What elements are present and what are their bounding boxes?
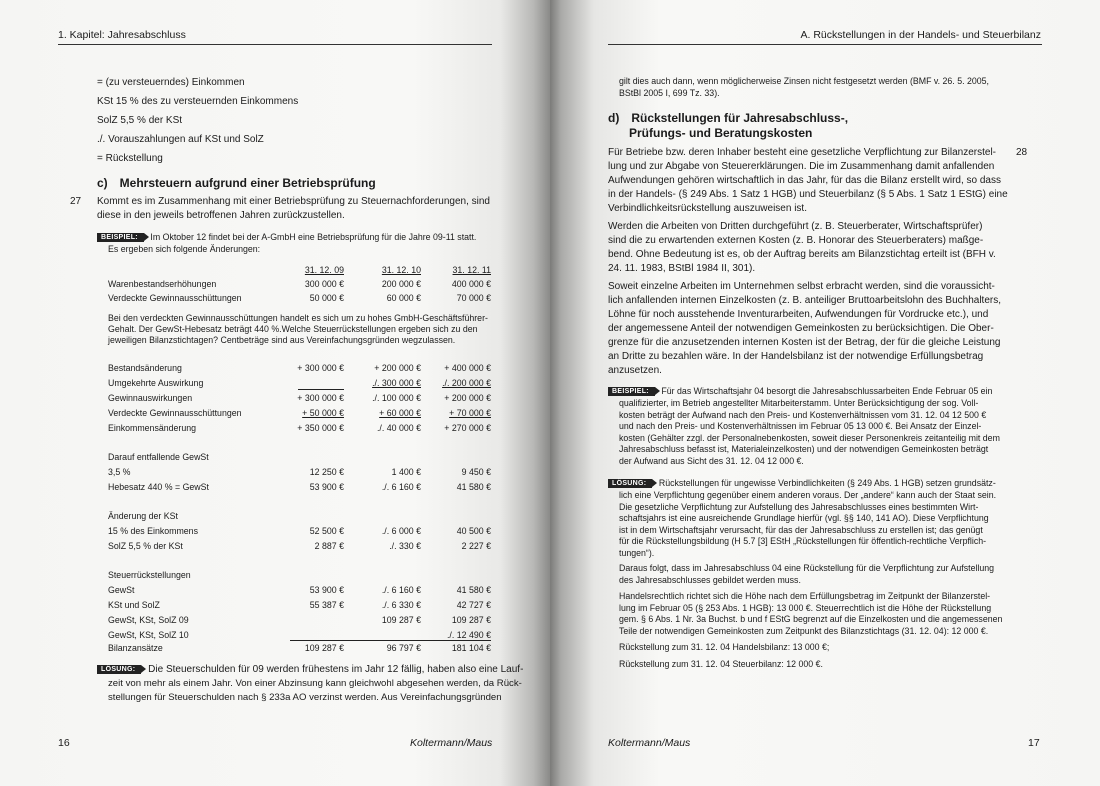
table-cell: + 200 000 € bbox=[374, 363, 421, 373]
example-text-line: Bei den verdeckten Gewinnausschüttungen handelt es sich um zu hohes GmbH-Geschäftsführer- bbox=[108, 313, 488, 323]
table-cell: ./. 200 000 € bbox=[442, 378, 491, 388]
table-cell: + 400 000 € bbox=[444, 363, 491, 373]
table-row-label: GewSt bbox=[108, 585, 135, 595]
result-line: Rückstellung zum 31. 12. 04 Steuerbilanz: 12 000 €. bbox=[619, 659, 823, 669]
section-heading-c: c) Mehrsteuern aufgrund einer Betriebsprüfung bbox=[97, 176, 376, 190]
table-cell: 42 727 € bbox=[456, 600, 491, 610]
solution-line: Teile der notwendigen Gemeinkosten zum Zeitpunkt des Bilanzstichtags (31. 12. 04): 12 000 €. bbox=[619, 625, 989, 636]
table-cell: + 270 000 € bbox=[444, 423, 491, 433]
table-row-label: 15 % des Einkommens bbox=[108, 526, 198, 536]
paragraph-line: grenze für die anzusetzenden internen Kosten ist der Betrag, der für die gleiche Leistung bbox=[608, 337, 1001, 348]
table-row-label: Bestandsänderung bbox=[108, 363, 182, 373]
solution-line: des Jahresabschlusses gebildet werden muss. bbox=[619, 574, 801, 585]
example-block bbox=[608, 386, 992, 398]
solution-badge: LÖSUNG: bbox=[608, 479, 652, 488]
paragraph-line: Für Betriebe bzw. deren Inhaber besteht eine gesetzliche Verpflichtung zur Bilanzerstel- bbox=[608, 147, 996, 158]
solution-line: schaftsjahrs ist eine ausreichende Grundlage hierfür (vgl. §§ 140, 141 AO). Diese Verpflichtung bbox=[619, 513, 989, 523]
example-line: Es ergeben sich folgende Änderungen: bbox=[108, 244, 261, 254]
table-cell: ./. 6 330 € bbox=[381, 600, 421, 610]
paragraph-line: Kommt es im Zusammenhang mit einer Betriebsprüfung zu Steuernachforderungen, sind bbox=[97, 196, 490, 207]
table-row-label: KSt und SolZ bbox=[108, 600, 160, 610]
example-line: kosten beträgt der Aufwand nach den Preis- und Kostenverhältnissen vom 31. 12. 04 12 500 € bbox=[619, 409, 987, 420]
table-cell: + 300 000 € bbox=[297, 393, 344, 403]
table-row-label: Warenbestandserhöhungen bbox=[108, 279, 217, 289]
table-cell: ./. 12 490 € bbox=[446, 630, 491, 640]
table-cell: 53 900 € bbox=[309, 482, 344, 492]
footer-authors-left: Koltermann/Maus bbox=[410, 737, 493, 749]
right-running-header: A. Rückstellungen in der Handels- und Steuerbilanz bbox=[800, 29, 1041, 41]
table-cell: 96 797 € bbox=[386, 643, 421, 653]
table-header: 31. 12. 09 bbox=[304, 265, 344, 275]
table-row-label: Änderung der KSt bbox=[108, 511, 178, 521]
table-cell: + 50 000 € bbox=[302, 408, 344, 418]
paragraph-line: der angemessene Anteil der notwendigen Gemeinkosten zu berücksichtigen. Die Ober- bbox=[608, 323, 994, 334]
table-row-label: Bilanzansätze bbox=[108, 643, 163, 653]
paragraph-line: Soweit einzelne Arbeiten im Unternehmen selbst erbracht werden, sind die voraussicht- bbox=[608, 281, 995, 292]
margin-number: 28 bbox=[1016, 147, 1028, 158]
example-badge: BEISPIEL: bbox=[97, 233, 144, 242]
paragraph-line: lung und zur Abgabe von Steuererklärungen. Die im Zusammenhang damit anfallenden bbox=[608, 161, 995, 172]
table-cell: 52 500 € bbox=[309, 526, 344, 536]
paragraph-line: Löhne für noch ausstehende Inventurarbeiten, Aufwendungen für Vordrucke etc.), und bbox=[608, 309, 989, 320]
intro-line: KSt 15 % des zu versteuernden Einkommens bbox=[97, 96, 299, 107]
table-cell: 12 250 € bbox=[309, 467, 344, 477]
table-header: 31. 12. 10 bbox=[381, 265, 421, 275]
table-cell: ./. 330 € bbox=[389, 541, 421, 551]
table-cell: 400 000 € bbox=[451, 279, 491, 289]
table-cell: + 60 000 € bbox=[379, 408, 421, 418]
table-cell: 55 387 € bbox=[309, 600, 344, 610]
table-cell: ./. 300 000 € bbox=[372, 378, 421, 388]
example-badge: BEISPIEL: bbox=[608, 387, 655, 396]
table-cell: ./. 6 160 € bbox=[381, 585, 421, 595]
table-row-label: Verdeckte Gewinnausschüttungen bbox=[108, 293, 242, 303]
section-heading-d: d) Rückstellungen für Jahresabschluss-, bbox=[608, 111, 849, 125]
example-line: Im Oktober 12 findet bei der A-GmbH eine Betriebsprüfung für die Jahre 09-11 statt. bbox=[150, 232, 477, 242]
solution-line: ist in dem Wirtschaftsjahr verursacht, für das der Jahresabschluss zu erstellen ist; das genügt bbox=[619, 524, 983, 535]
table-cell: 60 000 € bbox=[386, 293, 421, 303]
section-heading-d-line2: Prüfungs- und Beratungskosten bbox=[629, 126, 813, 140]
table-cell: 53 900 € bbox=[309, 585, 344, 595]
table-row-label: Verdeckte Gewinnausschüttungen bbox=[108, 408, 242, 418]
page-number-left: 16 bbox=[58, 737, 70, 749]
table-row-label: GewSt, KSt, SolZ 09 bbox=[108, 615, 189, 625]
table-row-label: Hebesatz 440 % = GewSt bbox=[108, 482, 209, 492]
solution-line: für die Rückstellungsbildung (H 5.7 [3] EStH „Rückstellungen für öffentlich-rechtliche Verpflich- bbox=[619, 536, 987, 546]
table-cell: ./. 6 000 € bbox=[381, 526, 421, 536]
intro-line: SolZ 5,5 % der KSt bbox=[97, 115, 183, 126]
table-cell: ./. 100 000 € bbox=[372, 393, 421, 403]
right-header-rule bbox=[608, 44, 1042, 45]
solution-line: zeit von mehr als einem Jahr. Von einer Abzinsung kann gleichwohl abgesehen werden, da Rück- bbox=[108, 678, 522, 689]
blank-underline bbox=[298, 389, 344, 390]
paragraph-line: an Dritte zu bezahlen wäre. In der Handelsbilanz ist der notwendige Erfüllungsbetrag bbox=[608, 351, 984, 362]
example-block bbox=[97, 232, 476, 244]
paragraph-line: Aufwendungen gehören wirtschaftlich in das Jahr, für das die Bilanz erstellt wird, so dass bbox=[608, 175, 1001, 186]
footer-authors-right: Koltermann/Maus bbox=[608, 737, 691, 749]
table-cell: 109 287 € bbox=[381, 615, 421, 625]
table-cell: 1 400 € bbox=[391, 467, 421, 477]
solution-block bbox=[97, 663, 523, 677]
text-line: BStBl 2005 I, 699 Tz. 33). bbox=[619, 88, 720, 98]
solution-line: Rückstellungen für ungewisse Verbindlichkeiten (§ 249 Abs. 1 HGB) setzen grundsätz- bbox=[658, 478, 996, 488]
page-number-right: 17 bbox=[1028, 737, 1040, 749]
table-cell: + 200 000 € bbox=[444, 393, 491, 403]
table-row-label: Einkommensänderung bbox=[108, 423, 197, 433]
example-line: kosten (Gehälter zzgl. der Personalnebenkosten, soweit dieser Personenkreis zeitanteilig mit dem bbox=[619, 432, 1000, 443]
sum-rule bbox=[290, 640, 491, 641]
intro-line: = Rückstellung bbox=[97, 153, 163, 164]
example-text-line: jeweiligen Bilanzstichtagen? Centbeträge sind aus Vereinfachungsgründen wegzulassen. bbox=[108, 335, 456, 345]
paragraph-line: anzusetzen. bbox=[608, 365, 662, 376]
paragraph-line: lich anfallenden internen Einzelkosten (z. B. anteiliger Bruttoarbeitslohn des Buchhalters, bbox=[608, 295, 1002, 306]
solution-line: tungen“). bbox=[619, 547, 655, 558]
table-cell: 300 000 € bbox=[304, 279, 344, 289]
solution-line: Daraus folgt, dass im Jahresabschluss 04 eine Rückstellung für die Verpflichtung zur Aufstellung bbox=[619, 563, 995, 573]
table-cell: 2 227 € bbox=[461, 541, 491, 551]
table-row-label: Darauf entfallende GewSt bbox=[108, 452, 209, 462]
table-cell: + 300 000 € bbox=[297, 363, 344, 373]
table-cell: 109 287 € bbox=[304, 643, 344, 653]
left-running-header: 1. Kapitel: Jahresabschluss bbox=[58, 29, 186, 41]
solution-line: stellungen für Steuerschulden nach § 233a AO verzinst werden. Aus Vereinfachungsgründen bbox=[108, 692, 502, 703]
example-line: Jahresabschluss befasst ist, Materialeinzelkosten) und der notwendigen Gemeinkosten beträgt bbox=[619, 444, 989, 454]
paragraph-line: bend. Ohne Bedeutung ist es, ob der Auftrag bereits am Bilanzstichtag erteilt ist (BFH v. bbox=[608, 249, 996, 260]
text-line: gilt dies auch dann, wenn möglicherweise Zinsen nicht festgesetzt werden (BMF v. 26. 5. 2005, bbox=[619, 76, 989, 86]
example-line: Für das Wirtschaftsjahr 04 besorgt die Jahresabschlussarbeiten Ende Februar 05 ein bbox=[661, 386, 993, 396]
solution-line: lung im Februar 05 (§ 253 Abs. 1 HGB): 13 000 €. Steuerrechtlich ist die Höhe der Rückstellung bbox=[619, 602, 992, 613]
paragraph-line: in der Handels- (§ 249 Abs. 1 Satz 1 HGB) und Steuerbilanz (§ 5 Abs. 1 Satz 1 EStG) eine bbox=[608, 189, 1008, 200]
right-page bbox=[550, 0, 1100, 786]
solution-badge: LÖSUNG: bbox=[97, 665, 141, 674]
table-cell: 70 000 € bbox=[456, 293, 491, 303]
table-cell: 200 000 € bbox=[381, 279, 421, 289]
table-cell: ./. 40 000 € bbox=[376, 423, 421, 433]
example-text-line: Gehalt. Der GewSt-Hebesatz beträgt 440 %.Welche Steuerrückstellungen ergeben sich zu den bbox=[108, 324, 478, 334]
table-header: 31. 12. 11 bbox=[452, 265, 491, 275]
table-cell: 41 580 € bbox=[456, 482, 491, 492]
table-cell: 41 580 € bbox=[456, 585, 491, 595]
table-cell: + 70 000 € bbox=[449, 408, 491, 418]
intro-line: = (zu versteuerndes) Einkommen bbox=[97, 77, 245, 88]
left-header-rule bbox=[58, 44, 492, 45]
solution-line: gem. § 6 Abs. 1 Nr. 3a Buchst. b und f EStG begrenzt auf die Einzelkosten und die angemessenen bbox=[619, 614, 1003, 624]
table-row-label: Steuerrückstellungen bbox=[108, 570, 191, 580]
table-cell: 40 500 € bbox=[456, 526, 491, 536]
table-row-label: Umgekehrte Auswirkung bbox=[108, 378, 204, 388]
result-line: Rückstellung zum 31. 12. 04 Handelsbilanz: 13 000 €; bbox=[619, 642, 830, 652]
table-cell: 9 450 € bbox=[461, 467, 491, 477]
solution-line: Die Steuerschulden für 09 werden frühestens im Jahr 12 fällig, haben also eine Lauf- bbox=[148, 664, 524, 675]
table-cell: 2 887 € bbox=[314, 541, 344, 551]
table-row-label: SolZ 5,5 % der KSt bbox=[108, 541, 183, 551]
table-cell: 181 104 € bbox=[451, 643, 491, 653]
example-line: qualifizierter, im Betrieb angestellter Mitarbeiterstamm. Unter Berücksichtigung der sog. Voll- bbox=[619, 398, 979, 408]
example-line: der Aufwand aus Sicht des 31. 12. 04 12 000 €. bbox=[619, 455, 804, 466]
table-cell: 109 287 € bbox=[451, 615, 491, 625]
solution-line: Die gesetzliche Verpflichtung zur Aufstellung des Jahresabschlusses eines bestimmten Wirt- bbox=[619, 501, 979, 512]
paragraph-line: diese in den jeweils betroffenen Jahren zurückzustellen. bbox=[97, 210, 345, 221]
paragraph-line: sind die zu erwartenden externen Kosten (z. B. Honorar des Steuerberaters) maßge- bbox=[608, 235, 984, 246]
example-line: und nach den Preis- und Kostenverhältnissen im Februar 05 13 000 €. Bei Ansatz der Einzel- bbox=[619, 421, 982, 431]
table-row-label: GewSt, KSt, SolZ 10 bbox=[108, 630, 189, 640]
table-row-label: 3,5 % bbox=[108, 467, 131, 477]
intro-line: ./. Vorauszahlungen auf KSt und SolZ bbox=[97, 134, 264, 145]
table-cell: + 350 000 € bbox=[297, 423, 344, 433]
table-cell: 50 000 € bbox=[309, 293, 344, 303]
table-cell: ./. 6 160 € bbox=[381, 482, 421, 492]
paragraph-line: Verbindlichkeitsrückstellung auszuweisen ist. bbox=[608, 203, 807, 214]
solution-line: lich eine Verpflichtung gegenüber einem anderen voraus. Der „andere“ kann auch der Staat sein. bbox=[619, 490, 997, 500]
paragraph-line: 24. 11. 1983, BStBl 1984 II, 301). bbox=[608, 263, 756, 274]
solution-line: Handelsrechtlich richtet sich die Höhe nach dem Erfüllungsbetrag im Zeitpunkt der Bilanzerstel- bbox=[619, 591, 991, 601]
margin-number: 27 bbox=[70, 196, 82, 207]
solution-block bbox=[608, 478, 996, 490]
table-row-label: Gewinnauswirkungen bbox=[108, 393, 193, 403]
paragraph-line: Werden die Arbeiten von Dritten durchgeführt (z. B. Steuerberater, Wirtschaftsprüfer) bbox=[608, 221, 983, 232]
